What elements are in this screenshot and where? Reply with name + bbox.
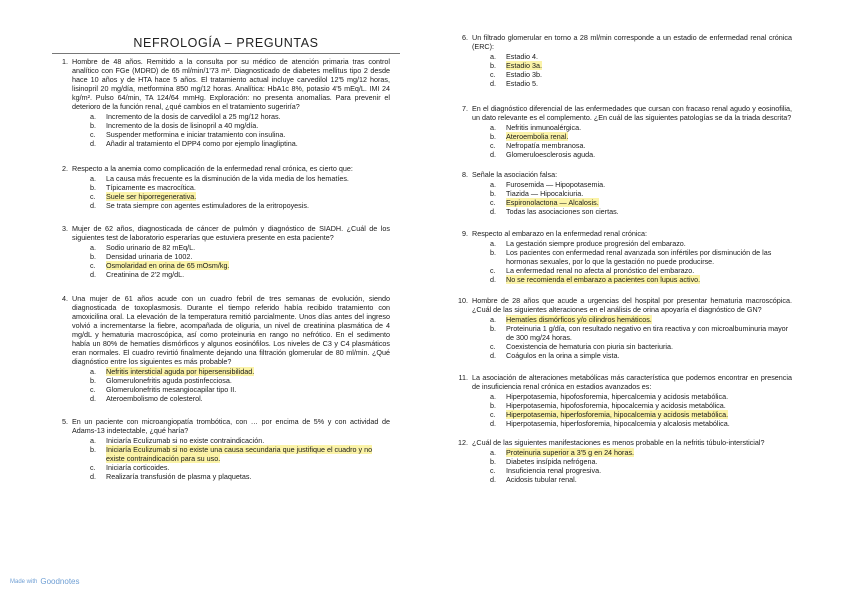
option-list <box>472 239 792 284</box>
option-text: Nefritis inmunoalérgica. <box>506 123 582 132</box>
option-list <box>472 315 792 360</box>
option-text: Ateroembolismo de colesterol. <box>106 394 203 403</box>
option-text: Nefropatía membranosa. <box>506 141 586 150</box>
option-list <box>72 367 390 403</box>
question-12 <box>452 438 792 484</box>
title-underline <box>52 53 400 54</box>
option-text: Furosemida — Hipopotasemia. <box>506 180 606 189</box>
question-number: 7. <box>462 104 468 113</box>
question-8 <box>452 170 792 216</box>
option-text: Insuficiencia renal progresiva. <box>506 466 602 475</box>
option-2 <box>490 324 792 342</box>
option-letter: d. <box>490 419 496 428</box>
option-text: Añadir al tratamiento el DPP4 como por ejemplo linagliptina. <box>106 139 298 148</box>
option-list <box>72 243 390 279</box>
option-2 <box>490 189 792 198</box>
option-letter: a. <box>490 52 496 61</box>
question-6 <box>452 33 792 88</box>
option-1 <box>490 315 792 324</box>
option-1 <box>490 123 792 132</box>
option-4 <box>490 351 792 360</box>
option-1 <box>90 367 390 376</box>
option-list <box>472 52 792 88</box>
option-letter: d. <box>90 394 96 403</box>
option-text: Proteinuria 1 g/día, con resultado negativo en tira reactiva y con microalbuminuria mayor de 300 mg/24 horas. <box>506 324 789 342</box>
option-letter: a. <box>490 239 496 248</box>
question-number: 12. <box>458 438 468 447</box>
option-text: Suspender metformina e iniciar tratamiento con insulina. <box>106 130 286 139</box>
question-number: 1. <box>62 57 68 66</box>
option-3 <box>490 198 792 207</box>
title-wrap <box>52 34 400 52</box>
option-list <box>72 112 390 148</box>
option-4 <box>490 79 792 88</box>
question-number: 5. <box>62 417 68 426</box>
option-letter: a. <box>490 392 496 401</box>
option-letter: c. <box>90 261 96 270</box>
option-3 <box>490 342 792 351</box>
option-letter: c. <box>490 266 496 275</box>
option-2 <box>90 121 390 130</box>
question-7 <box>452 104 792 159</box>
option-letter: c. <box>90 192 96 201</box>
option-list <box>472 448 792 484</box>
question-1 <box>52 57 390 148</box>
option-text: Hiperpotasemia, hipofosforemia, hipercalcemia y acidosis metabólica. <box>506 392 729 401</box>
question-number: 9. <box>462 229 468 238</box>
option-letter: b. <box>490 132 496 141</box>
option-3 <box>90 130 390 139</box>
option-letter: b. <box>90 121 96 130</box>
question-10 <box>452 296 792 360</box>
option-2 <box>90 252 390 261</box>
option-letter: a. <box>490 123 496 132</box>
option-4 <box>490 419 792 428</box>
question-text: Respecto a la anemia como complicación de la enfermedad renal crónica, es cierto que: <box>72 164 353 173</box>
option-text: Se trata siempre con agentes estimuladores de la eritropoyesis. <box>106 201 309 210</box>
question-number: 3. <box>62 224 68 233</box>
option-2 <box>490 132 792 141</box>
option-letter: a. <box>90 174 96 183</box>
question-4 <box>52 294 390 403</box>
highlighted-answer: Espironolactona — Alcalosis. <box>506 198 599 207</box>
question-number: 8. <box>462 170 468 179</box>
option-letter: c. <box>90 463 96 472</box>
option-letter: c. <box>90 385 96 394</box>
option-letter: d. <box>490 351 496 360</box>
option-3 <box>490 410 792 419</box>
made-with-label: Made with <box>10 578 38 585</box>
highlighted-answer: Suele ser hiporregenerativa. <box>106 192 197 201</box>
option-letter: c. <box>90 130 96 139</box>
option-letter: b. <box>490 248 496 257</box>
option-letter: b. <box>490 61 496 70</box>
option-letter: a. <box>90 367 96 376</box>
highlighted-answer: Hiperpotasemia, hiperfosforemia, hipocalcemia y acidosis metabólica. <box>506 410 729 419</box>
option-letter: b. <box>490 401 496 410</box>
question-text: La asociación de alteraciones metabólicas más característica que podemos encontrar en presencia de insuficiencia renal crónica en estadios avanzados es: <box>472 373 792 391</box>
option-letter: a. <box>490 315 496 324</box>
option-1 <box>90 436 390 445</box>
option-text: Incremento de la dosis de lisinopril a 40 mg/día. <box>106 121 259 130</box>
question-number: 2. <box>62 164 68 173</box>
option-letter: a. <box>90 436 96 445</box>
highlighted-answer: No se recomienda el embarazo a pacientes con lupus activo. <box>506 275 701 284</box>
question-text: En el diagnóstico diferencial de las enfermedades que cursan con fracaso renal agudo y eosinofilia, un dato relevante es el complemento. ¿En cuál de las siguientes patologías se da la triada descrita? <box>472 104 792 122</box>
highlighted-answer: Ateroembolia renal. <box>506 132 569 141</box>
option-text: Estadio 5. <box>506 79 538 88</box>
option-list <box>72 436 390 481</box>
option-letter: c. <box>490 141 496 150</box>
option-list <box>472 123 792 159</box>
question-text: Hombre de 28 años que acude a urgencias del hospital por presentar hematuria macroscópica. ¿Cuál de las siguientes alteraciones en el análisis de orina apoyaría el diagnóstico de GN? <box>472 296 792 314</box>
option-text: Glomerulonefritis mesangiocapilar tipo II. <box>106 385 237 394</box>
question-text: Un filtrado glomerular en torno a 28 ml/min corresponde a un estadio de enfermedad renal crónica (ERC): <box>472 33 792 51</box>
goodnotes-badge <box>10 577 80 586</box>
option-1 <box>90 243 390 252</box>
highlighted-answer: Iniciaría Eculizumab si no existe una causa secundaria que justifique el cuadro y no existe contraindicación para su uso. <box>106 445 373 463</box>
option-1 <box>490 180 792 189</box>
option-4 <box>490 150 792 159</box>
question-9 <box>452 229 792 284</box>
left-column <box>52 57 390 481</box>
option-letter: d. <box>490 79 496 88</box>
option-letter: c. <box>490 410 496 419</box>
option-4 <box>90 394 390 403</box>
question-11 <box>452 373 792 428</box>
option-1 <box>90 174 390 183</box>
question-text: ¿Cuál de las siguientes manifestaciones es menos probable en la nefritis túbulo-intersticial? <box>472 438 765 447</box>
option-1 <box>490 239 792 248</box>
option-text: Estadio 3b. <box>506 70 542 79</box>
option-text: Tiazida — Hipocalciuria. <box>506 189 584 198</box>
option-text: Sodio urinario de 82 mEq/L. <box>106 243 196 252</box>
question-3 <box>52 224 390 279</box>
question-text: Señale la asociación falsa: <box>472 170 558 179</box>
option-text: Típicamente es macrocítica. <box>106 183 196 192</box>
option-text: Glomeruloesclerosis aguda. <box>506 150 596 159</box>
option-text: Coexistencia de hematuria con piuria sin bacteriuria. <box>506 342 673 351</box>
question-5 <box>52 417 390 481</box>
question-2 <box>52 164 390 210</box>
option-2 <box>90 445 390 463</box>
option-text: La gestación siempre produce progresión del embarazo. <box>506 239 686 248</box>
option-list <box>472 392 792 428</box>
option-text: Incremento de la dosis de carvedilol a 25 mg/12 horas. <box>106 112 281 121</box>
option-letter: b. <box>90 376 96 385</box>
option-3 <box>490 70 792 79</box>
highlighted-answer: Proteinuria superior a 3'5 g en 24 horas. <box>506 448 635 457</box>
option-1 <box>90 112 390 121</box>
option-letter: d. <box>490 150 496 159</box>
option-4 <box>90 472 390 481</box>
highlighted-answer: Estadio 3a. <box>506 61 542 70</box>
option-letter: b. <box>90 252 96 261</box>
option-list <box>472 180 792 216</box>
option-3 <box>490 266 792 275</box>
option-text: Diabetes insípida nefrógena. <box>506 457 598 466</box>
question-number: 10. <box>458 296 468 305</box>
question-text: Mujer de 62 años, diagnosticada de cáncer de pulmón y diagnóstico de SIADH. ¿Cuál de los siguientes test de laboratorio esperarías que estuviera presente en esta paciente? <box>72 224 390 242</box>
option-letter: a. <box>90 112 96 121</box>
option-letter: b. <box>90 183 96 192</box>
option-letter: d. <box>490 475 496 484</box>
option-2 <box>90 376 390 385</box>
option-text: La causa más frecuente es la disminución de la vida media de los hematíes. <box>106 174 349 183</box>
option-1 <box>490 392 792 401</box>
option-letter: c. <box>490 198 496 207</box>
option-4 <box>490 207 792 216</box>
option-4 <box>490 275 792 284</box>
option-letter: a. <box>490 448 496 457</box>
option-text: Coágulos en la orina a simple vista. <box>506 351 620 360</box>
option-letter: b. <box>90 445 96 454</box>
highlighted-answer: Nefritis intersticial aguda por hipersensibilidad. <box>106 367 255 376</box>
highlighted-answer: Osmolaridad en orina de 65 mOsm/kg. <box>106 261 230 270</box>
option-2 <box>490 248 792 266</box>
option-text: Acidosis tubular renal. <box>506 475 577 484</box>
option-text: Iniciaría corticoides. <box>106 463 170 472</box>
option-letter: b. <box>490 189 496 198</box>
right-column <box>452 33 792 484</box>
option-4 <box>90 270 390 279</box>
option-letter: d. <box>490 207 496 216</box>
option-4 <box>90 201 390 210</box>
option-list <box>72 174 390 210</box>
option-4 <box>490 475 792 484</box>
question-text: Respecto al embarazo en la enfermedad renal crónica: <box>472 229 647 238</box>
option-1 <box>490 448 792 457</box>
question-number: 6. <box>462 33 468 42</box>
option-3 <box>90 385 390 394</box>
option-text: Estadio 4. <box>506 52 538 61</box>
option-text: La enfermedad renal no afecta al pronóstico del embarazo. <box>506 266 695 275</box>
option-text: Hiperpotasemia, hipofosforemia, hipocalcemia y acidosis metabólica. <box>506 401 726 410</box>
goodnotes-brand: Goodnotes <box>40 577 80 586</box>
option-3 <box>90 463 390 472</box>
page-title: NEFROLOGÍA – PREGUNTAS <box>133 36 319 50</box>
option-letter: d. <box>90 201 96 210</box>
option-letter: d. <box>90 139 96 148</box>
option-2 <box>90 183 390 192</box>
option-letter: a. <box>90 243 96 252</box>
option-2 <box>490 401 792 410</box>
option-3 <box>90 261 390 270</box>
option-text: Glomerulonefritis aguda postinfecciosa. <box>106 376 232 385</box>
option-text: Todas las asociaciones son ciertas. <box>506 207 619 216</box>
option-letter: c. <box>490 466 496 475</box>
option-2 <box>490 457 792 466</box>
option-text: Hiperpotasemia, hiperfosforemia, hipocalcemia y alcalosis metabólica. <box>506 419 730 428</box>
option-letter: c. <box>490 70 496 79</box>
option-1 <box>490 52 792 61</box>
option-letter: d. <box>90 270 96 279</box>
option-letter: b. <box>490 457 496 466</box>
question-text: Una mujer de 61 años acude con un cuadro febril de tres semanas de evolución, siendo diagnosticada de toxoplasmosis. Durante el tiempo referido había recibido tratamiento con amoxicilina oral. La elevación de la temperatura remitió parcialmente. Unos días antes del ingreso volvió a incrementarse la fiebre, acompañada de oliguria, un nivel de creatinina plasmática de 4 mg/dL y hematuria macroscópica, así como proteinuria en rango no nefrótico. En el sedimento había un 80% de hematíes dismórficos y algunos eosinófilos. Los niveles de C3 y C4 plasmáticos eran normales. El cuadro revirtió finalmente dejando una filtración glomerular de 80 ml/min. ¿Qué diagnóstico entre los siguientes es más probable? <box>72 294 390 366</box>
option-3 <box>90 192 390 201</box>
question-number: 4. <box>62 294 68 303</box>
option-4 <box>90 139 390 148</box>
option-text: Los pacientes con enfermedad renal avanzada son infértiles por disminución de las hormonas sexuales, por lo que la gestación no puede producirse. <box>506 248 772 266</box>
option-text: Realizaría transfusión de plasma y plaquetas. <box>106 472 252 481</box>
option-letter: c. <box>490 342 496 351</box>
option-2 <box>490 61 792 70</box>
option-text: Creatinina de 2'2 mg/dL. <box>106 270 185 279</box>
option-3 <box>490 466 792 475</box>
question-text: Hombre de 48 años. Remitido a la consulta por su médico de atención primaria tras control analítico con FGe (MDRD) de 65 ml/min/1'73 m². Diagnosticado de diabetes mellitus tipo 2 desde hace 10 años y de HTA hace 5 años. El tratamiento actual incluye carvedilol 12'5 mg/12 horas, lisinopril 20 mg/día, metformina 850 mg/12 horas. Analítica: HbA1c 8%, potasio 4'5 mEq/L. IMI 24 kg/m². Pulso 64/min, TA 124/64 mmHg. Exploración: no presenta anomalías. Para prevenir el deterioro de la función renal, ¿qué cambios en el tratamiento sugeriría? <box>72 57 390 111</box>
highlighted-answer: Hematíes dismórficos y/o cilindros hemáticos. <box>506 315 652 324</box>
option-text: Iniciaría Eculizumab si no existe contraindicación. <box>106 436 265 445</box>
option-letter: a. <box>490 180 496 189</box>
option-letter: b. <box>490 324 496 333</box>
question-number: 11. <box>458 373 468 382</box>
question-text: En un paciente con microangiopatía trombótica, con … por encima de 5% y con actividad de Adams-13 indetectable, ¿qué haría? <box>72 417 390 435</box>
option-text: Densidad urinaria de 1002. <box>106 252 193 261</box>
option-letter: d. <box>90 472 96 481</box>
option-3 <box>490 141 792 150</box>
option-letter: d. <box>490 275 496 284</box>
